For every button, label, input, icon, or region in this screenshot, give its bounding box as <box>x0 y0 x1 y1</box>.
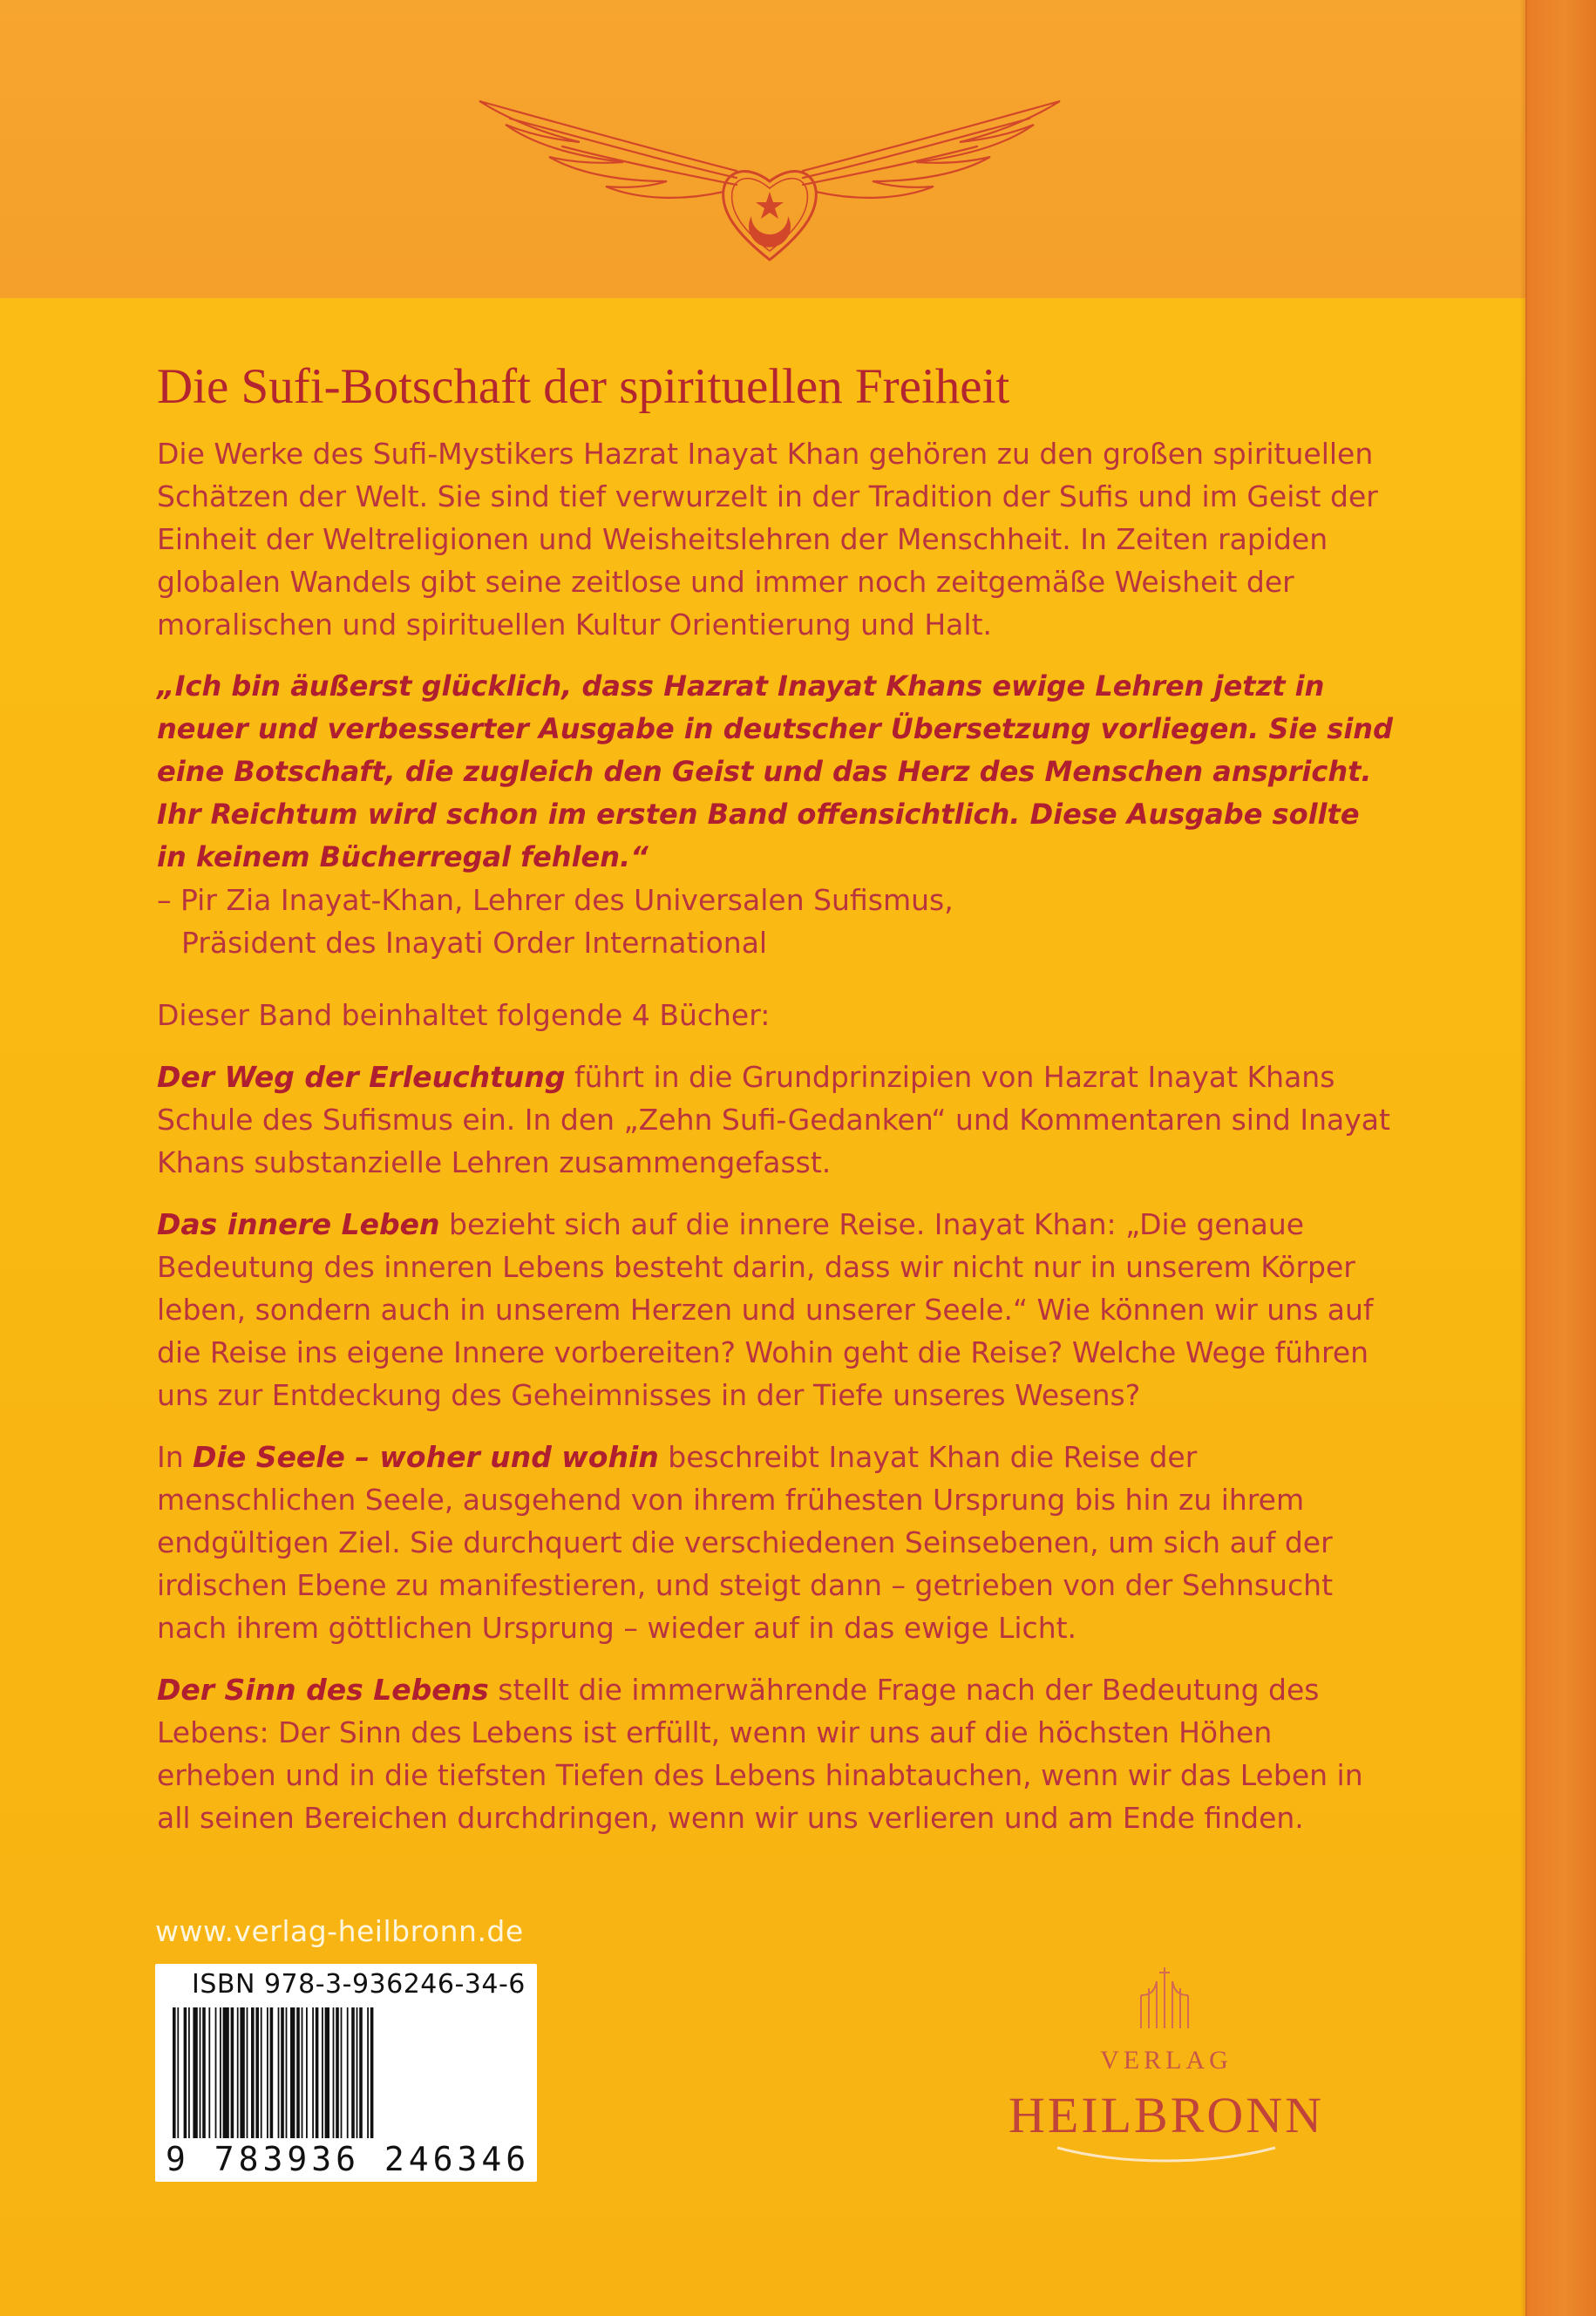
book-description-2 <box>157 1203 1395 1416</box>
barcode-bar <box>270 2007 274 2138</box>
book-description-4 <box>157 1668 1395 1839</box>
barcode-bar <box>286 2007 288 2138</box>
barcode-bar <box>290 2007 295 2138</box>
barcode-bar <box>240 2007 244 2138</box>
barcode-bar <box>357 2007 358 2138</box>
barcode-bar <box>278 2007 280 2138</box>
winged-heart-emblem-icon <box>475 94 1064 268</box>
barcode-bar <box>316 2007 319 2138</box>
barcode-bar <box>296 2007 300 2138</box>
barcode-bar <box>237 2007 239 2138</box>
book-title: Das innere Leben <box>157 1207 440 1241</box>
barcode-bar <box>208 2007 210 2138</box>
publisher-swoosh <box>1053 2144 1280 2165</box>
book-description-1 <box>157 1056 1395 1184</box>
barcode-bar <box>193 2007 197 2138</box>
barcode-bar <box>255 2007 259 2138</box>
barcode-bar <box>312 2007 314 2138</box>
barcode-bar <box>370 2007 374 2138</box>
endorsement-quote: „Ich bin äußerst glücklich, dass Hazrat Inayat Khans ewige Lehren jetzt in neuer und verbesserter Ausgabe in deutscher Übersetzung vorliegen. Sie sind eine Botschaft, die zugleich den Geist und das Herz des Menschen anspricht. Ihr Reichtum wird schon im ersten Band offensichtlich. Diese Ausgabe sollte in keinem Bücherregal fehlen.“ <box>157 669 1393 873</box>
publisher-name-line2: HEILBRONN <box>1008 2087 1325 2143</box>
barcode-digits: 9 783936 246346 <box>166 2140 531 2178</box>
intro-paragraph: Die Werke des Sufi-Mystikers Hazrat Inayat Khan gehören zu den großen spirituellen Schätzen der Welt. Sie sind tief verwurzelt in der Tradition der Sufis und im Geist der Einheit der Weltreligionen und Weisheitslehren der Menschheit. In Zeiten rapiden globalen Wandels gibt seine zeitlose und immer noch zeitgemäße Weisheit der moralischen und spirituellen Kultur Orientierung und Halt. <box>157 437 1378 642</box>
barcode-bar <box>267 2007 268 2138</box>
barcode-bar <box>184 2007 187 2138</box>
book-text: beschreibt Inayat Khan die Reise der menschlichen Seele, ausgehend von ihrem frühesten Ursprung bis hin zu ihrem endgültigen Ziel. Sie durchquert die verschiedenen Seinsebenen, um sich auf der irdischen Ebene zu manifestieren, und steigt dann – getrieben von der Sehnsucht nach ihrem göttlichen Ursprung – wieder auf in das ewige Licht. <box>157 1440 1334 1645</box>
isbn-barcode <box>155 1964 537 2182</box>
barcode-bar <box>202 2007 206 2138</box>
barcode-bar <box>231 2007 234 2138</box>
book-text: bezieht sich auf die innere Reise. Inayat Khan: „Die genaue Bedeutung des inneren Lebens besteht darin, dass wir nicht nur in unserem Körper leben, sondern auch in unserem Herzen und unserer Seele.“ Wie können wir uns auf die Reise ins eigene Innere vorbereiten? Wohin geht die Reise? Welche Wege führen uns zur Entdeckung des Geheimnisses in der Tiefe unseres Wesens? <box>157 1207 1374 1412</box>
attribution-line-2: Präsident des Inayati Order International <box>181 926 768 960</box>
barcode-bar <box>281 2007 284 2138</box>
barcode-bar <box>359 2007 363 2138</box>
spine-shadow <box>1520 0 1527 2316</box>
barcode-bar <box>341 2007 343 2138</box>
barcode-bar <box>177 2007 179 2138</box>
barcode-bar <box>188 2007 190 2138</box>
barcode-bar <box>333 2007 335 2138</box>
barcode-bar <box>302 2007 303 2138</box>
barcode-bar <box>247 2007 248 2138</box>
publisher-logo <box>983 1966 1349 2175</box>
publisher-name-line1: VERLAG <box>1100 2046 1233 2075</box>
book-title: Die Seele – woher und wohin <box>193 1440 659 1474</box>
barcode-bar <box>351 2007 355 2138</box>
isbn-label: ISBN 978-3-936246-34-6 <box>192 1969 526 2000</box>
barcode-bar <box>223 2007 229 2138</box>
barcode-bar <box>325 2007 329 2138</box>
barcode-bar <box>336 2007 339 2138</box>
book-title: Der Sinn des Lebens <box>157 1673 489 1707</box>
quote-attribution <box>157 879 1395 964</box>
book-text: stellt die immerwährende Frage nach der Bedeutung des Lebens: Der Sinn des Lebens ist erfüllt, wenn wir uns auf die höchsten Höhen erheben und in die tiefsten Tiefen des Lebens hinabtauchen, wenn wir das Leben in all seinen Bereichen durchdringen, wenn wir uns verlieren und am Ende finden. <box>157 1673 1363 1835</box>
spine <box>1525 0 1596 2316</box>
barcode-bar <box>367 2007 369 2138</box>
barcode-bar <box>306 2007 308 2138</box>
barcode-bar <box>173 2007 176 2138</box>
publisher-logo-icon <box>1134 1966 1195 2031</box>
book-title: Der Weg der Erleuchtung <box>157 1060 566 1094</box>
barcode-bar <box>261 2007 262 2138</box>
barcode-bar <box>215 2007 217 2138</box>
publisher-website: www.verlag-heilbronn.de <box>155 1914 524 1948</box>
barcode-bar <box>251 2007 255 2138</box>
crescent-star-icon <box>749 192 791 248</box>
barcode-icon <box>164 2007 530 2145</box>
main-content <box>157 357 1395 1858</box>
barcode-bar <box>347 2007 349 2138</box>
barcode-bar <box>322 2007 323 2138</box>
book-prefix: In <box>157 1440 194 1474</box>
barcode-bar <box>220 2007 221 2138</box>
page-title: Die Sufi-Botschaft der spirituellen Freiheit <box>157 359 1010 414</box>
books-intro: Dieser Band beinhaltet folgende 4 Bücher: <box>157 998 771 1032</box>
barcode-bar <box>200 2007 201 2138</box>
book-description-3 <box>157 1436 1395 1649</box>
book-text: führt in die Grundprinzipien von Hazrat Inayat Khans Schule des Sufismus ein. In den „Zehn Sufi-Gedanken“ und Kommentaren sind Inayat Khans substanzielle Lehren zusammengefasst. <box>157 1060 1390 1179</box>
attribution-line-1: – Pir Zia Inayat-Khan, Lehrer des Universalen Sufismus, <box>157 883 954 917</box>
